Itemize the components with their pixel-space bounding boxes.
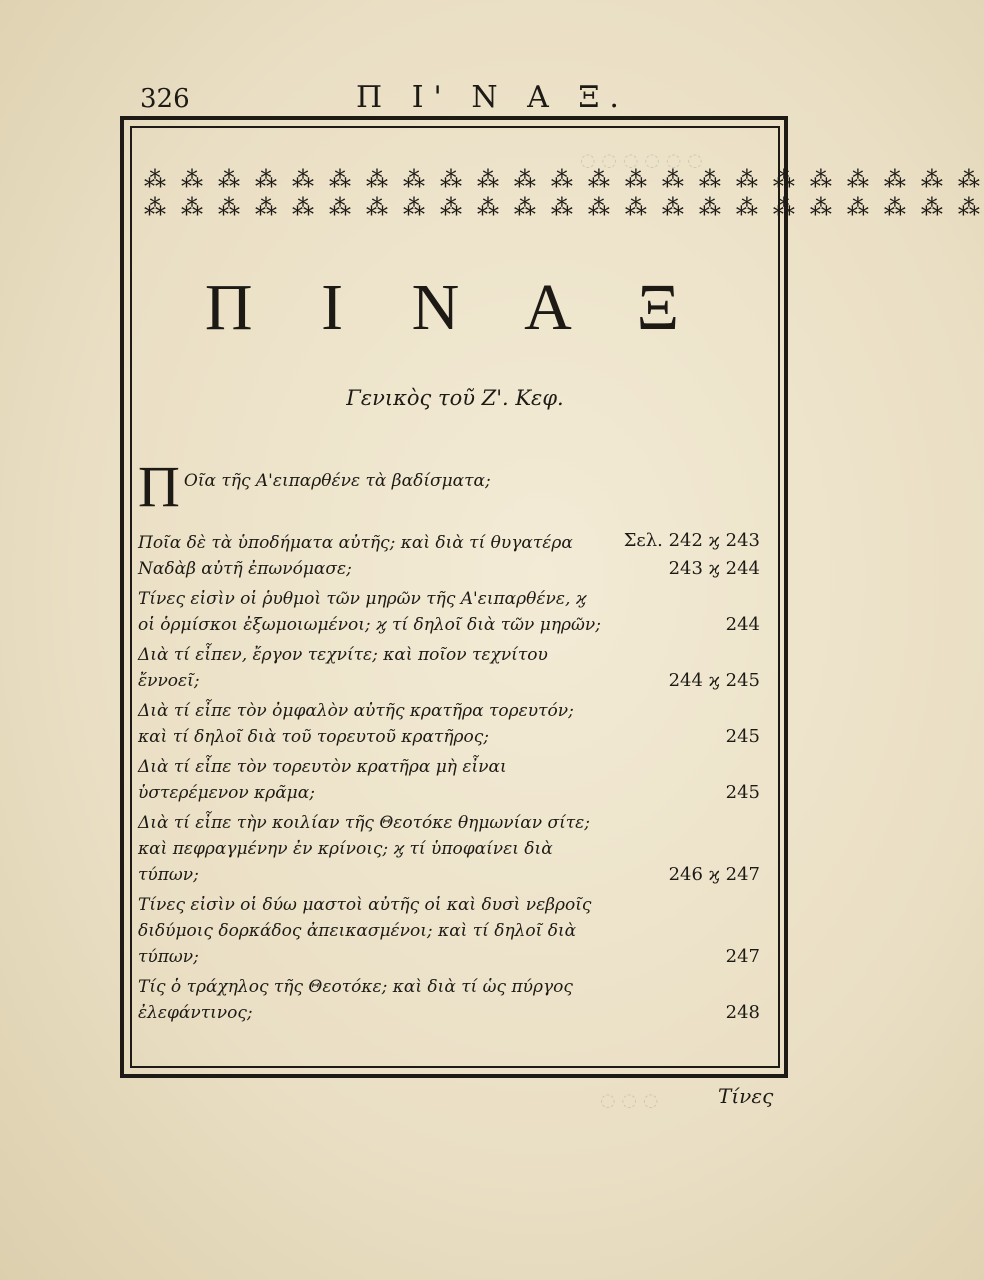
index-entry [138, 642, 772, 694]
entry-page-ref: 244 [725, 614, 760, 635]
entry-text: Οῖα τῆς Α'ειπαρθένε τὰ βαδίσματα; [183, 471, 491, 491]
entry-page-ref: Σελ. 242 ϗ 243 [623, 530, 760, 551]
ornament-band-row-1: ⁂ ⁂ ⁂ ⁂ ⁂ ⁂ ⁂ ⁂ ⁂ ⁂ ⁂ ⁂ ⁂ ⁂ ⁂ ⁂ ⁂ ⁂ ⁂ ⁂ ⁂ ⁂ ⁂ [144, 168, 984, 193]
running-head: Π Ι' Ν Α Ξ. [356, 80, 629, 115]
index-entry [138, 530, 772, 582]
entry-page-ref: 243 ϗ 244 [668, 558, 760, 579]
index-entry [138, 810, 772, 888]
bleed-through-texture: ◌ ◌ ◌ ◌ ◌ ◌ [580, 150, 703, 171]
drop-cap: Π [138, 454, 180, 519]
chapter-subtitle: Γενικὸς τοῦ Ζ'. Κεφ. [346, 386, 564, 410]
index-entry [138, 586, 772, 638]
catchword: Τίνες [718, 1084, 774, 1108]
entry-text: Διὰ τί εἶπεν, ἔργον τεχνίτε; καὶ ποῖον τεχνίτου ἔννοεῖ; [138, 645, 548, 691]
entry-text: Τίνες εἰσὶν οἱ δύω μαστοὶ αὐτῆς οἱ καὶ δυσὶ νεβροῖς διδύμοις δορκάδος ἀπεικασμένοι; καὶ τί δηλοῖ διὰ τύπων; [138, 895, 592, 967]
entry-page-ref: 245 [725, 726, 760, 747]
entry-text: Τίς ὁ τράχηλος τῆς Θεοτόκε; καὶ διὰ τί ὡς πύργος ἐλεφάντινος; [138, 977, 573, 1023]
entry-text: Διὰ τί εἶπε τὸν ὀμφαλὸν αὐτῆς κρατῆρα τορευτόν; καὶ τί δηλοῖ διὰ τοῦ τορευτοῦ κρατῆρος; [138, 701, 574, 747]
entry-text: Διὰ τί εἶπε τὴν κοιλίαν τῆς Θεοτόκε θημωνίαν σίτε; καὶ πεφραγμένην ἐν κρίνοις; ϗ τί ὑποφαίνει διὰ τύπων; [138, 813, 591, 885]
index-entry [138, 698, 772, 750]
index-entry [138, 892, 772, 970]
page-number: 326 [140, 84, 190, 114]
entry-page-ref: 248 [725, 1002, 760, 1023]
entry-text: Ποῖα δὲ τὰ ὑποδήματα αὐτῆς; καὶ διὰ τί θυγατέρα Ναδὰβ αὐτῆ ἐπωνόμασε; [138, 533, 573, 579]
index-entry [138, 454, 772, 551]
ornament-band-row-2: ⁂ ⁂ ⁂ ⁂ ⁂ ⁂ ⁂ ⁂ ⁂ ⁂ ⁂ ⁂ ⁂ ⁂ ⁂ ⁂ ⁂ ⁂ ⁂ ⁂ ⁂ ⁂ ⁂ [144, 196, 984, 221]
entry-page-ref: 244 ϗ 245 [668, 670, 760, 691]
entry-text: Διὰ τί εἶπε τὸν τορευτὸν κρατῆρα μὴ εἶναι ὑστερέμενον κρᾶμα; [138, 757, 507, 803]
index-title: Π Ι Ν Α Ξ [204, 271, 706, 344]
index-entry [138, 974, 772, 1026]
index-entry [138, 754, 772, 806]
entry-page-ref: 245 [725, 782, 760, 803]
content-frame [130, 126, 984, 1068]
index-entries [138, 454, 772, 1030]
entry-page-ref: 247 [725, 946, 760, 967]
bleed-through-texture: ◌ ◌ ◌ [600, 1090, 659, 1111]
entry-page-ref: 246 ϗ 247 [668, 864, 760, 885]
entry-text: Τίνες εἰσὶν οἱ ῥυθμοὶ τῶν μηρῶν τῆς Α'ειπαρθένε, ϗ οἱ ὁρμίσκοι ἐξωμοιωμένοι; ϗ τί δηλοῖ διὰ τῶν μηρῶν; [138, 589, 601, 635]
